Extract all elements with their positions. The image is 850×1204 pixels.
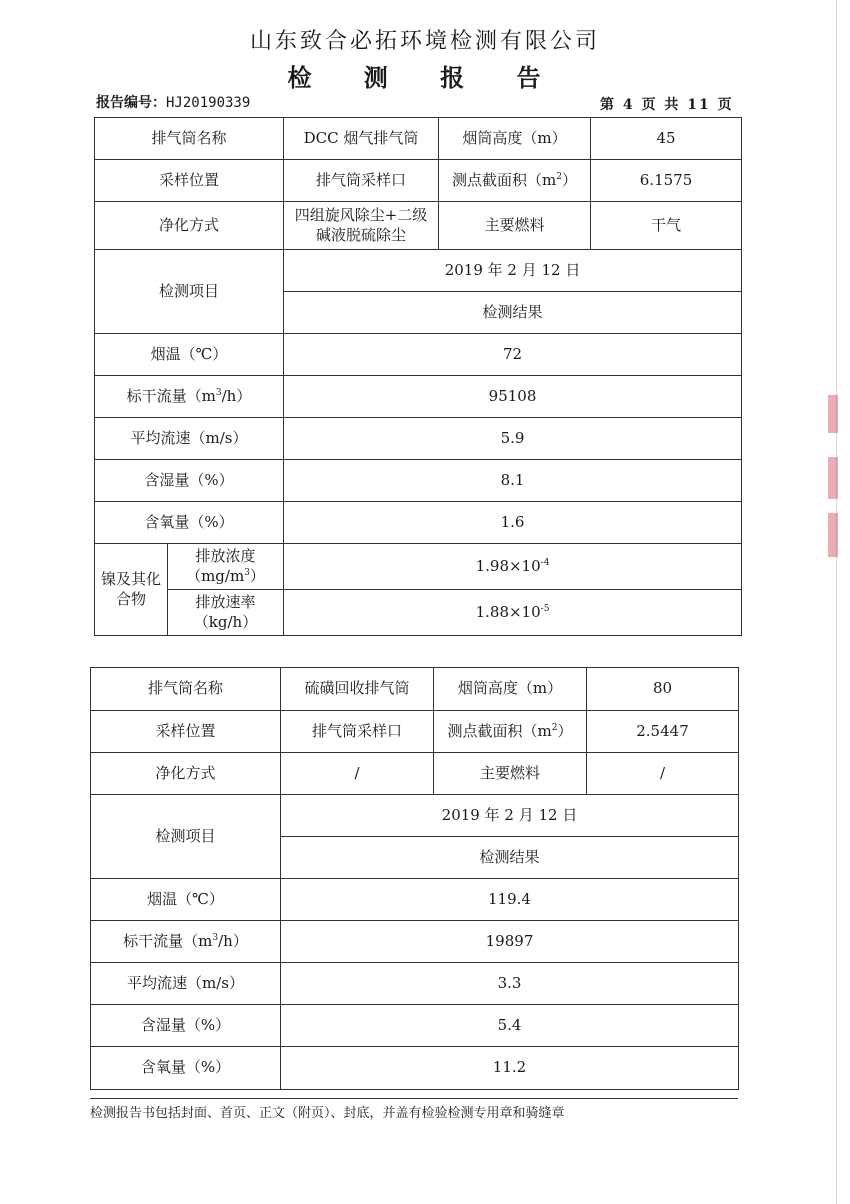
cross-section-area-value: 2.5447: [587, 711, 739, 753]
table-row: [95, 544, 742, 590]
table-row: [91, 753, 739, 795]
table-dcc-stack: [94, 117, 742, 636]
oxygen-label: 含氧量（%）: [91, 1047, 281, 1090]
purification-method-label: 净化方式: [95, 202, 284, 250]
table-row: [91, 879, 739, 921]
std-dry-flow-label: 标干流量$(m^3/h)$: [95, 376, 284, 418]
oxygen-value: 11.2: [281, 1047, 739, 1090]
table-row: [91, 963, 739, 1005]
emission-concentration-value: $1.98\times 10^{-4}$: [284, 544, 742, 590]
table-row: [95, 202, 742, 250]
main-fuel-label: 主要燃料: [434, 753, 587, 795]
table-row: [95, 590, 742, 636]
flue-temp-value: 72: [284, 334, 742, 376]
moisture-label: 含湿量（%）: [95, 460, 284, 502]
table-row: [91, 711, 739, 753]
emission-rate-label: 排放速率 （kg/h）: [168, 590, 284, 636]
table-row: [95, 418, 742, 460]
purification-method-value: /: [281, 753, 434, 795]
stack-name-value: DCC 烟气排气筒: [284, 118, 439, 160]
stack-height-label: 烟筒高度（m）: [434, 668, 587, 711]
table-sulfur-recovery-stack: [90, 667, 739, 1090]
stack-name-value: 硫磺回收排气筒: [281, 668, 434, 711]
avg-velocity-value: 5.9: [284, 418, 742, 460]
footer-divider: [90, 1098, 738, 1099]
seal-stamp-fragment: [826, 395, 840, 565]
table-row: [95, 376, 742, 418]
purification-method-value: 四组旋风除尘+二级 碱液脱硫除尘: [284, 202, 439, 250]
sampling-position-value: 排气筒采样口: [281, 711, 434, 753]
flue-temp-label: 烟温（℃）: [95, 334, 284, 376]
stack-height-value: 80: [587, 668, 739, 711]
table-row: [91, 795, 739, 837]
page-edge: [836, 0, 837, 1204]
purification-method-label: 净化方式: [91, 753, 281, 795]
sampling-position-value: 排气筒采样口: [284, 160, 439, 202]
table-row: [95, 334, 742, 376]
oxygen-label: 含氧量（%）: [95, 502, 284, 544]
flue-temp-label: 烟温（℃）: [91, 879, 281, 921]
table-row: [91, 1005, 739, 1047]
table-row: [95, 160, 742, 202]
emission-concentration-label: 排放浓度 $(mg/m^3)$: [168, 544, 284, 590]
std-dry-flow-label: 标干流量$(m^3/h)$: [91, 921, 281, 963]
main-fuel-label: 主要燃料: [439, 202, 591, 250]
table-row: [95, 118, 742, 160]
sampling-position-label: 采样位置: [91, 711, 281, 753]
flue-temp-value: 119.4: [281, 879, 739, 921]
test-result-label: 检测结果: [284, 292, 742, 334]
avg-velocity-label: 平均流速（m/s）: [95, 418, 284, 460]
table-row: [91, 921, 739, 963]
stack-height-label: 烟筒高度（m）: [439, 118, 591, 160]
footer-note: 检测报告书包括封面、首页、正文（附页）、封底，并盖有检验检测专用章和骑缝章: [90, 1106, 565, 1121]
avg-velocity-value: 3.3: [281, 963, 739, 1005]
table-row: [91, 668, 739, 711]
table-row: [91, 1047, 739, 1090]
oxygen-value: 1.6: [284, 502, 742, 544]
page-info: 第 4 页 共 11 页: [600, 97, 734, 113]
test-item-label: 检测项目: [91, 795, 281, 879]
document-title: 检 测 报 告: [287, 63, 563, 92]
std-dry-flow-value: 19897: [281, 921, 739, 963]
test-result-label: 检测结果: [281, 837, 739, 879]
report-number-label: 报告编号：: [96, 95, 166, 111]
cross-section-area-label: 测点截面积$(m^2)$: [434, 711, 587, 753]
test-item-label: 检测项目: [95, 250, 284, 334]
emission-rate-value: $1.88\times 10^{-5}$: [284, 590, 742, 636]
table-row: [95, 460, 742, 502]
test-date: 2019 年 2 月 12 日: [281, 795, 739, 837]
stack-name-label: 排气筒名称: [91, 668, 281, 711]
main-fuel-value: 干气: [591, 202, 742, 250]
table-row: [95, 250, 742, 292]
moisture-label: 含湿量（%）: [91, 1005, 281, 1047]
nickel-compounds-label: 镍及其化 合物: [95, 544, 168, 636]
report-number-value: HJ20190339: [166, 95, 251, 111]
company-name: 山东致合必拓环境检测有限公司: [249, 29, 600, 54]
std-dry-flow-value: 95108: [284, 376, 742, 418]
moisture-value: 5.4: [281, 1005, 739, 1047]
sampling-position-label: 采样位置: [95, 160, 284, 202]
cross-section-area-value: 6.1575: [591, 160, 742, 202]
main-fuel-value: /: [587, 753, 739, 795]
moisture-value: 8.1: [284, 460, 742, 502]
stack-name-label: 排气筒名称: [95, 118, 284, 160]
report-number: [96, 92, 250, 112]
table-row: [95, 502, 742, 544]
avg-velocity-label: 平均流速（m/s）: [91, 963, 281, 1005]
stack-height-value: 45: [591, 118, 742, 160]
test-date: 2019 年 2 月 12 日: [284, 250, 742, 292]
cross-section-area-label: 测点截面积$(m^2)$: [439, 160, 591, 202]
